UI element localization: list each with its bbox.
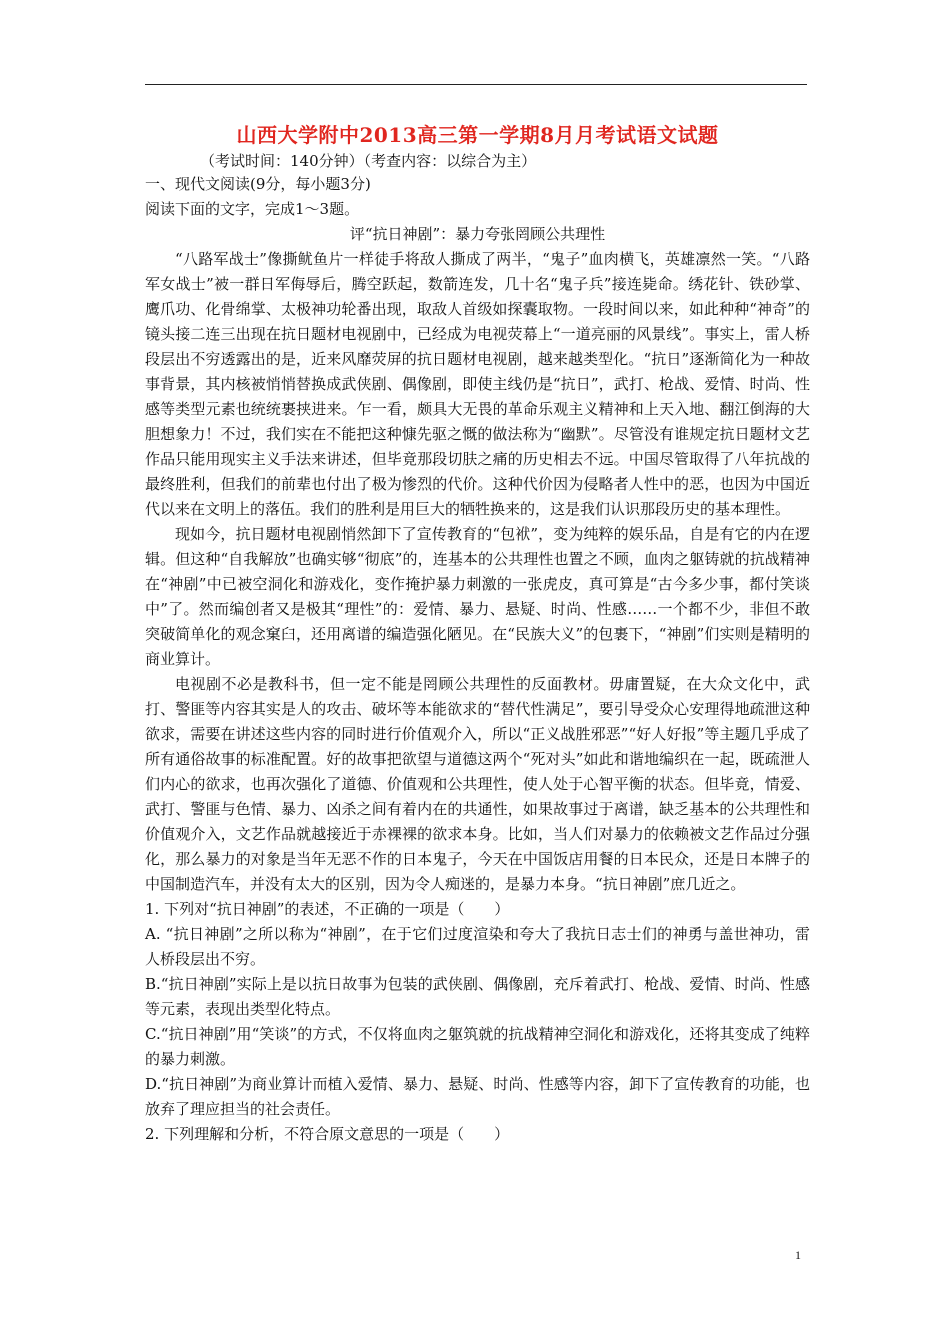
page-number: 1 xyxy=(795,1248,801,1262)
option-b: B.“抗日神剧”实际上是以抗日故事为包装的武侠剧、偶像剧，充斥着武打、枪战、爱情、时尚、性感等元素，表现出类型化特点。 xyxy=(145,975,810,1018)
paragraph: “八路军战士”像撕鱿鱼片一样徒手将敌人撕成了两半，“鬼子”血肉横飞，英雄凛然一笑。“八路军女战士”被一群日军侮辱后，腾空跃起，数箭连发，几十名“鬼子兵”接连毙命。绣花针、铁砂掌、鹰爪功、化骨绵掌、太极神功轮番出现，取敌人首级如探囊取物。一段时间以来，如此种种“神奇”的镜头接二连三出现在抗日题材电视剧中，已经成为电视荧幕上“一道亮丽的风景线”。事实上，雷人桥段层出不穷透露出的是，近来风靡荧屏的抗日题材电视剧，越来越类型化。“抗日”逐渐简化为一种故事背景，其内核被悄悄替换成武侠剧、偶像剧，即使主线仍是“抗日”，武打、枪战、爱情、时尚、性感等类型元素也统统裹挟进来。乍一看，颇具大无畏的革命乐观主义精神和上天入地、翻江倒海的大胆想象力！不过，我们实在不能把这种慷先驱之慨的做法称为“幽默”。尽管没有谁规定抗日题材文艺作品只能用现实主义手法来讲述，但毕竟那段切肤之痛的历史相去不远。中国尽管取得了八年抗战的最终胜利，但我们的前辈也付出了极为惨烈的代价。这种代价因为侵略者人性中的恶，也因为中国近代以来在文明上的落伍。我们的胜利是用巨大的牺牲换来的，这是我们认识那段历史的基本理性。 xyxy=(145,250,810,518)
paragraph: 现如今，抗日题材电视剧悄然卸下了宣传教育的“包袱”，变为纯粹的娱乐品，自是有它的内在逻辑。但这种“自我解放”也确实够“彻底”的，连基本的公共理性也置之不顾，血肉之躯铸就的抗战精神在“神剧”中已被空洞化和游戏化，变作掩护暴力刺激的一张虎皮，真可算是“古今多少事，都付笑谈中”了。然而编创者又是极其“理性”的：爱情、暴力、悬疑、时尚、性感……一个都不少，非但不敢突破简单化的观念窠臼，还用离谱的编造强化陋见。在“民族大义”的包裹下，“神剧”们实则是精明的商业算计。 xyxy=(145,525,810,668)
exam-info: （考试时间：140分钟）（考查内容：以综合为主） xyxy=(200,152,537,170)
document-title: 山西大学附中2013高三第一学期8月月考试语文试题 xyxy=(236,123,719,147)
document-content xyxy=(145,120,810,1147)
section-heading: 一、现代文阅读(9分，每小题3分) xyxy=(145,175,371,193)
option-a: A. “抗日神剧”之所以称为“神剧”，在于它们过度渲染和夸大了我抗日志士们的神勇与盖世神功，雷人桥段层出不穷。 xyxy=(145,925,810,968)
option-d: D.“抗日神剧”为商业算计而植入爱情、暴力、悬疑、时尚、性感等内容，卸下了宣传教育的功能，也放弃了理应担当的社会责任。 xyxy=(145,1075,810,1118)
option-c: C.“抗日神剧”用“笑谈”的方式，不仅将血肉之躯筑就的抗战精神空洞化和游戏化，还将其变成了纯粹的暴力刺激。 xyxy=(145,1025,810,1068)
instruction: 阅读下面的文字，完成1～3题。 xyxy=(145,200,360,218)
question-1: 1. 下列对“抗日神剧”的表述，不正确的一项是（ ） xyxy=(145,900,510,918)
paragraph: 电视剧不必是教科书，但一定不能是罔顾公共理性的反面教材。毋庸置疑，在大众文化中，武打、警匪等内容其实是人的攻击、破坏等本能欲求的“替代性满足”，要引导受众心安理得地疏泄这种欲求，需要在讲述这些内容的同时进行价值观介入，所以“正义战胜邪恶”“好人好报”等主题几乎成了所有通俗故事的标准配置。好的故事把欲望与道德这两个“死对头”如此和谐地编织在一起，既疏泄人们内心的欲求，也再次强化了道德、价值观和公共理性，使人处于心智平衡的状态。但毕竟，情爱、武打、警匪与色情、暴力、凶杀之间有着内在的共通性，如果故事过于离谱，缺乏基本的公共理性和价值观介入，文艺作品就越接近于赤裸裸的欲求本身。比如，当人们对暴力的依赖被文艺作品过分强化，那么暴力的对象是当年无恶不作的日本鬼子，今天在中国饭店用餐的日本民众，还是日本牌子的中国制造汽车，并没有太大的区别，因为令人痴迷的，是暴力本身。“抗日神剧”庶几近之。 xyxy=(145,675,810,893)
header-rule xyxy=(145,84,807,85)
article-title: 评“抗日神剧”：暴力夸张罔顾公共理性 xyxy=(349,225,606,243)
question-2: 2. 下列理解和分析，不符合原文意思的一项是（ ） xyxy=(145,1125,510,1143)
